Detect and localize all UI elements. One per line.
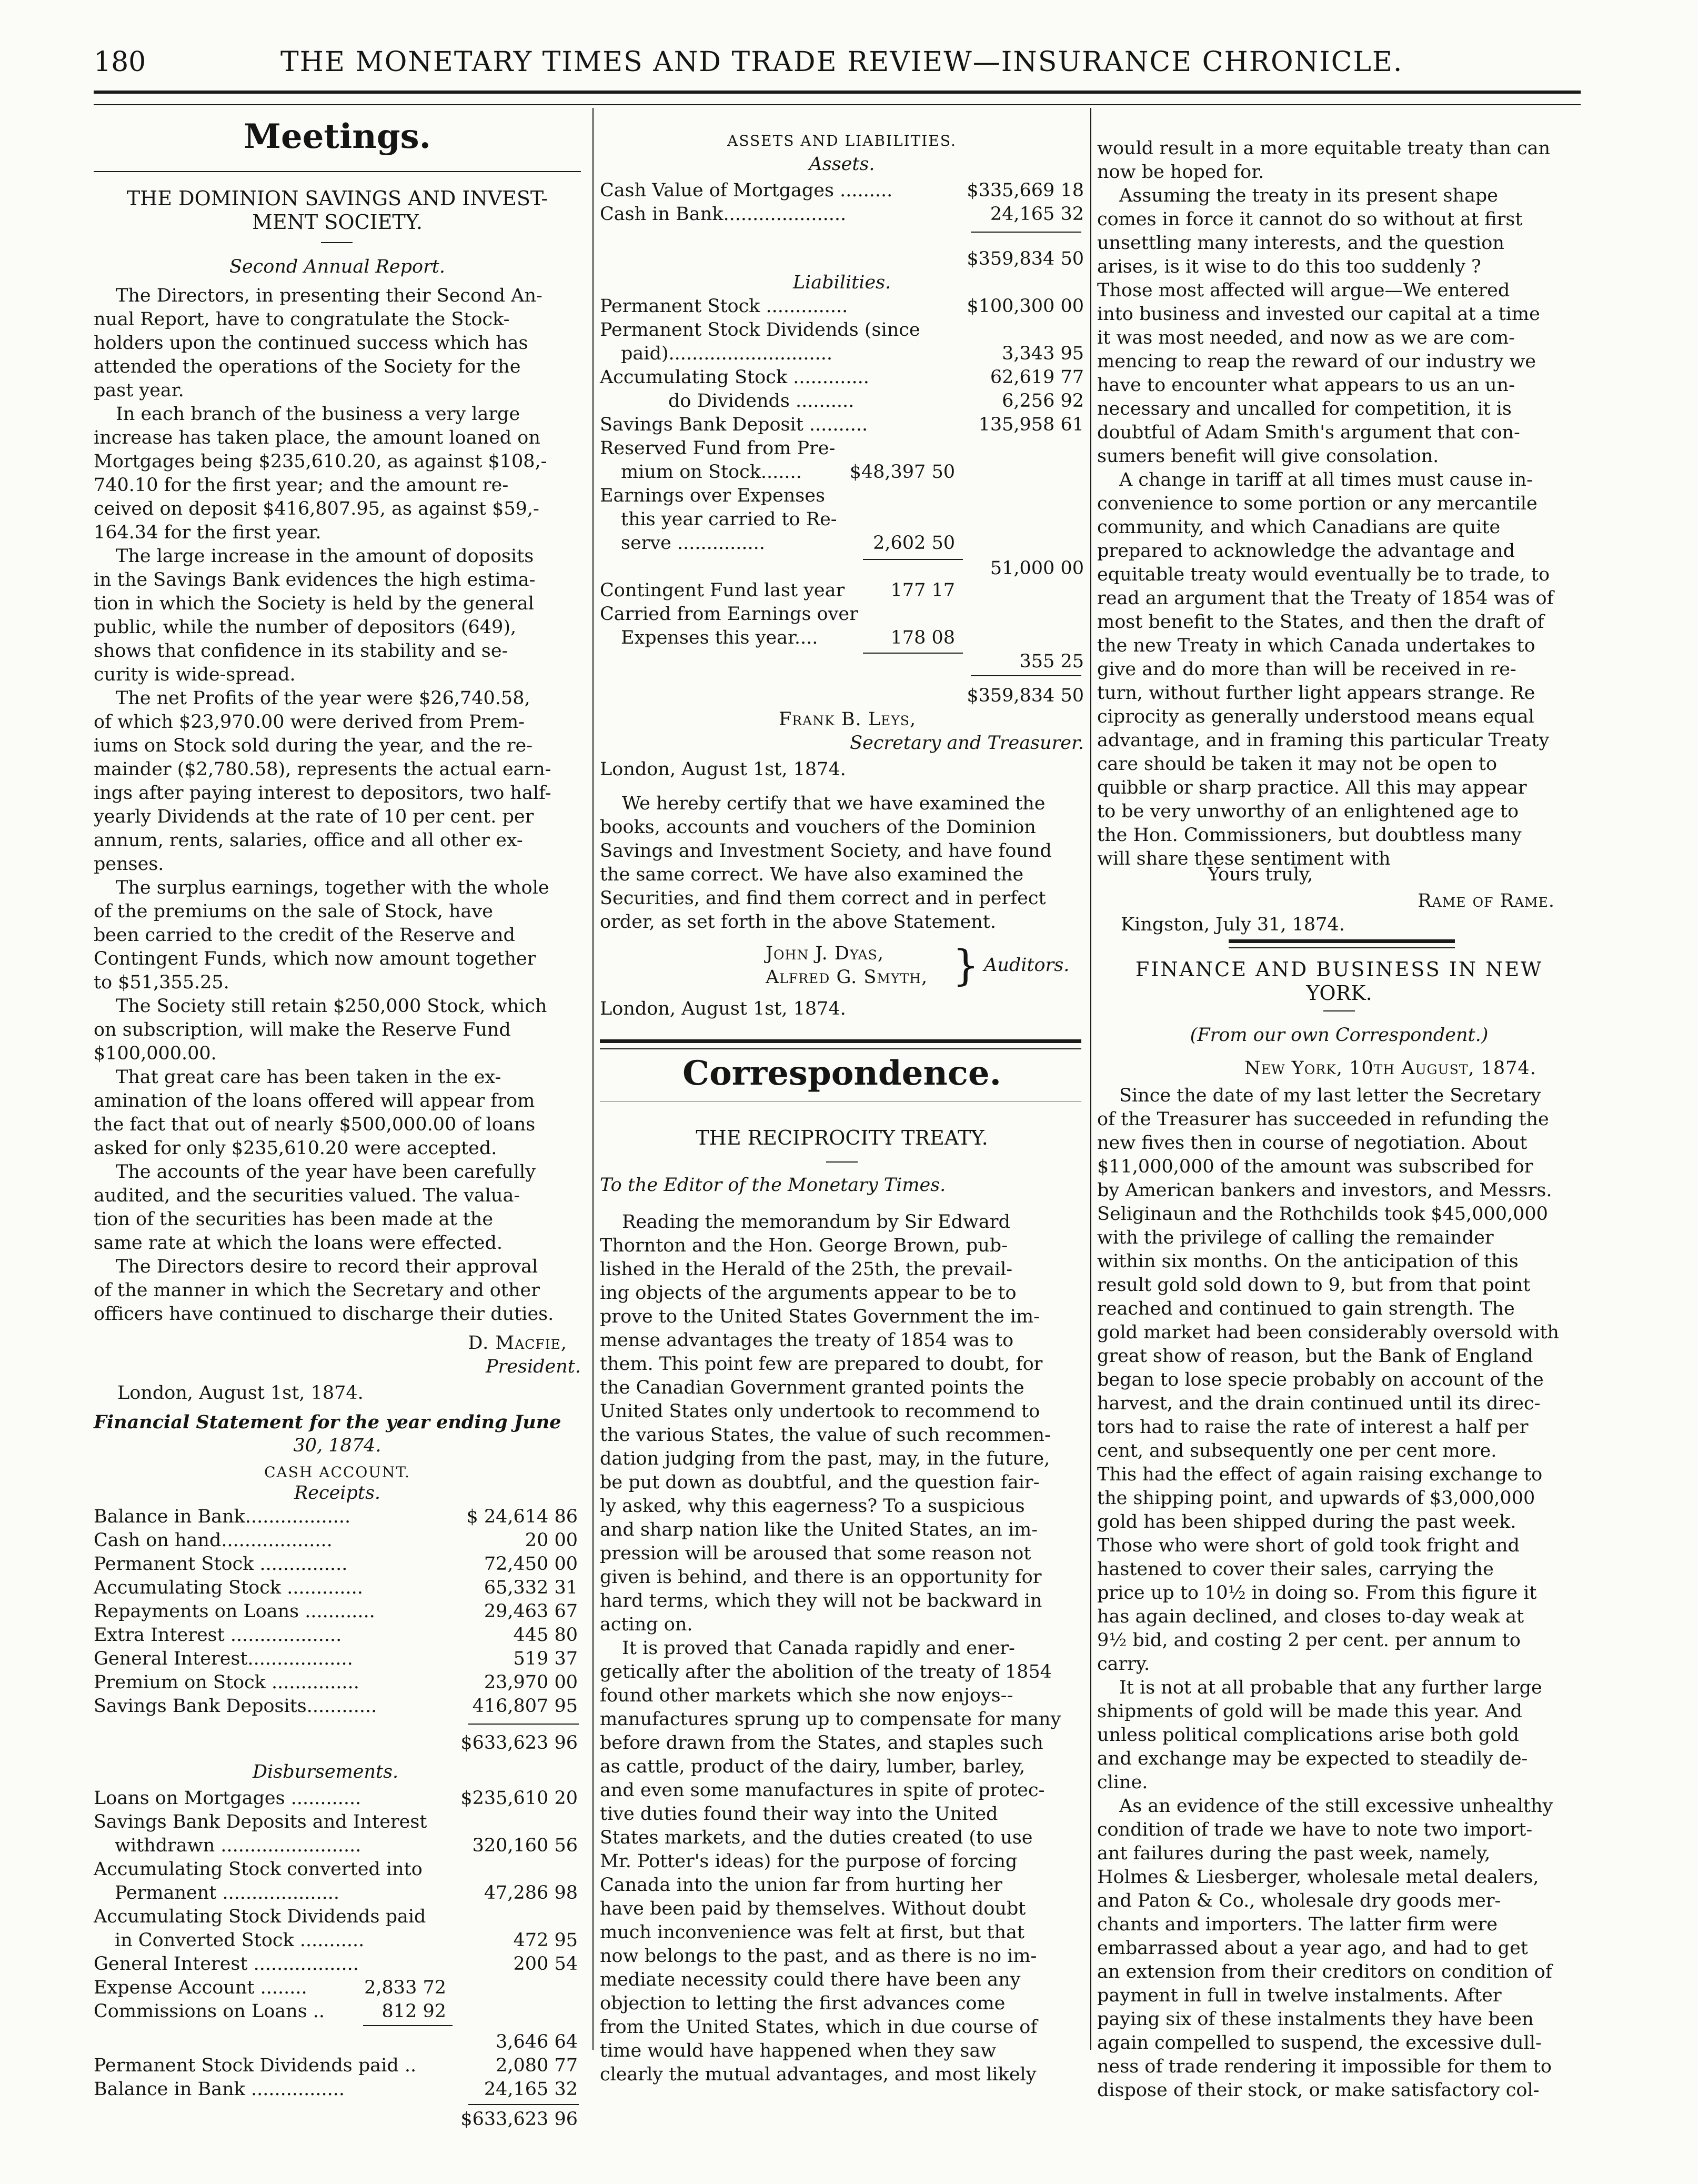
- text-line: attended the operations of the Society for the: [94, 356, 521, 377]
- text-line: of the premiums on the sale of Stock, have: [94, 901, 493, 922]
- disb-row: General Interest .................. 200 54: [94, 1953, 578, 1975]
- text-line: the Canadian Government granted points the: [600, 1377, 1024, 1398]
- column-divider-1: [592, 108, 594, 2050]
- liab-row: Accumulating Stock ............. 62,619 77: [600, 367, 1084, 388]
- ledger-row: [94, 1505, 578, 1529]
- text-line: shows that confidence in its stability and se-: [94, 640, 508, 662]
- text-line: of which $23,970.00 were derived from Prem-: [94, 712, 525, 733]
- liab-row: Carried from Earnings over: [600, 604, 858, 625]
- secretary-title: Secretary and Treasurer.: [850, 733, 1084, 754]
- liab-row: serve ............... 2,602 50: [621, 533, 955, 554]
- closing: Yours truly,: [1208, 864, 1313, 885]
- text-line: unless political complications arise both gold: [1097, 1725, 1519, 1746]
- liab-row: Permanent Stock Dividends (since: [600, 319, 920, 340]
- ledger-row: [94, 1576, 578, 1600]
- byline: (From our own Correspondent.): [1190, 1025, 1489, 1046]
- ledger-amount: 72,450 00: [484, 1554, 578, 1575]
- liabilities-total: $359,834 50: [967, 685, 1084, 706]
- disb-row: withdrawn ........................ 320,160 56: [115, 1835, 578, 1856]
- text-line: to be very unworthy of an enlightened age to: [1097, 801, 1519, 822]
- text-line: new fives then in course of negotiation. About: [1097, 1133, 1528, 1154]
- text-line: great show of reason, but the Bank of England: [1097, 1346, 1533, 1367]
- text-line: books, accounts and vouchers of the Dominion: [600, 817, 1036, 838]
- text-line: nual Report, have to congratulate the Stock-: [94, 309, 510, 330]
- text-line: and sharp nation like the United States, an im-: [600, 1519, 1038, 1540]
- text-line: We hereby certify that we have examined the: [622, 793, 1046, 814]
- text-line: payment in full in twelve instalments. After: [1097, 1985, 1502, 2006]
- text-line: The surplus earnings, together with the whole: [116, 877, 549, 898]
- liab-row: Reserved Fund from Pre-: [600, 438, 836, 459]
- text-line: dispose of their stock, or make satisfactory col-: [1097, 2080, 1540, 2101]
- text-line: the various States, the value of such recommen-: [600, 1425, 1051, 1446]
- ledger-label: General Interest..................: [94, 1648, 353, 1669]
- ledger-row: [94, 1647, 578, 1671]
- article-title: YORK.: [1306, 981, 1372, 1005]
- text-line: manufactures sprung up to compensate for many: [600, 1709, 1061, 1730]
- text-line: began to lose specie probably on account of the: [1097, 1369, 1544, 1390]
- text-line: prepared to acknowledge the advantage and: [1097, 540, 1515, 562]
- ledger-label: Premium on Stock ...............: [94, 1672, 359, 1693]
- text-line: holders upon the continued success which has: [94, 333, 528, 354]
- text-line: In each branch of the business a very large: [116, 404, 520, 425]
- text-line: mediate necessity could there have been any: [600, 1969, 1021, 1990]
- text-line: Holmes & Liesberger, wholesale metal dealers,: [1097, 1867, 1539, 1888]
- text-line: the new Treaty in which Canada undertakes to: [1097, 635, 1535, 656]
- text-line: by American bankers and investors, and Messrs.: [1097, 1180, 1552, 1201]
- text-line: $11,000,000 of the amount was subscribed for: [1097, 1156, 1533, 1177]
- liab-row: Earnings over Expenses: [600, 485, 825, 506]
- text-line: amination of the loans offered will appear from: [94, 1090, 535, 1111]
- text-line: hard terms, which they will not be backward in: [600, 1590, 1042, 1611]
- text-line: Mr. Potter's ideas) for the purpose of forcing: [600, 1851, 1018, 1872]
- ledger-amount: $335,669 18: [967, 180, 1084, 201]
- text-line: mainder ($2,780.58), represents the actual earn-: [94, 759, 551, 780]
- text-line: doubtful of Adam Smith's argument that con-: [1097, 422, 1520, 443]
- text-line: Thornton and the Hon. George Brown, pub-: [600, 1235, 1008, 1256]
- text-line: tion of the securities has been made at the: [94, 1209, 494, 1230]
- ledger-row: [94, 1600, 578, 1624]
- text-line: the Hon. Commissioners, but doubtless many: [1097, 825, 1522, 846]
- auditor-name: Alfred G. Smyth,: [766, 967, 928, 988]
- text-line: paying six of these instalments they have been: [1097, 2009, 1534, 2030]
- text-line: read an argument that the Treaty of 1854 was of: [1097, 588, 1554, 609]
- liab-row: paid)............................ 3,343 95: [621, 343, 1084, 364]
- disb-subtotal: 3,646 64: [496, 2031, 578, 2052]
- receipts-total: $633,623 96: [460, 1732, 578, 1754]
- text-line: with the privilege of calling the remainder: [1097, 1227, 1494, 1248]
- text-line: be put down as doubtful, and the question fair-: [600, 1472, 1040, 1493]
- column-divider-2: [1090, 108, 1091, 2050]
- text-line: annum, rents, salaries, office and all other ex-: [94, 830, 523, 851]
- report-subtitle: Second Annual Report.: [229, 256, 445, 277]
- header-rule-thin: [94, 104, 1581, 105]
- disb-row: Permanent .................... 47,286 98: [115, 1882, 578, 1904]
- header-rule-thick: [94, 91, 1581, 94]
- short-rule: [826, 1161, 858, 1163]
- text-line: arises, is it wise to do this too suddenly ?: [1097, 256, 1481, 277]
- dateline: New York, 10th August, 1874.: [1244, 1058, 1536, 1079]
- meetings-rule: [94, 171, 581, 172]
- text-line: mense advantages the treaty of 1854 was to: [600, 1330, 1014, 1351]
- text-line: lished in the Herald of the 25th, the prevail-: [600, 1259, 1013, 1280]
- dotted-rule: [600, 1101, 1081, 1102]
- ledger-label: Extra Interest ...................: [94, 1625, 342, 1646]
- ledger-amount: 65,332 31: [484, 1577, 578, 1598]
- dateline: London, August 1st, 1874.: [117, 1382, 364, 1404]
- article-title: THE RECIPROCITY TREATY.: [696, 1126, 988, 1149]
- text-line: gold market had been considerably oversold with: [1097, 1322, 1559, 1343]
- liabilities-heading: Liabilities.: [792, 272, 891, 293]
- text-line: reached and continued to gain strength. The: [1097, 1298, 1515, 1319]
- auditor-name: John J. Dyas,: [766, 943, 884, 964]
- text-line: price up to 10½ in doing so. From this figure it: [1097, 1582, 1537, 1604]
- text-line: unsettling many interests, and the question: [1097, 233, 1504, 254]
- text-line: in the Savings Bank evidences the high estima-: [94, 569, 536, 590]
- text-line: $100,000.00.: [94, 1043, 217, 1064]
- text-line: Reading the memorandum by Sir Edward: [622, 1211, 1010, 1233]
- text-line: Securities, and find them correct and in perfect: [600, 888, 1046, 909]
- sum-rule: [468, 1724, 579, 1725]
- text-line: penses.: [94, 854, 164, 875]
- text-line: ciprocity as generally understood means equal: [1097, 706, 1534, 727]
- sum-rule: [468, 2104, 579, 2105]
- text-line: That great care has been taken in the ex-: [116, 1067, 501, 1088]
- text-line: necessary and uncalled for competition, it is: [1097, 398, 1512, 419]
- reserve-total: 51,000 00: [990, 558, 1084, 579]
- receipts-heading: Receipts.: [294, 1482, 381, 1504]
- text-line: asked for only $235,610.20 were accepted.: [94, 1138, 497, 1159]
- short-rule: [321, 242, 353, 243]
- section-rule-thin: [600, 1048, 1081, 1049]
- text-line: give and do more than will be received in re-: [1097, 659, 1516, 680]
- ledger-row: [94, 1671, 578, 1695]
- section-rule-thick: [1229, 939, 1455, 943]
- disb-row: Expense Account ........ 2,833 72: [94, 1977, 446, 1998]
- text-line: ly asked, why this eagerness? To a suspicious: [600, 1496, 1025, 1517]
- text-line: hastened to cover their sales, carrying the: [1097, 1559, 1494, 1580]
- text-line: The accounts of the year have been carefully: [116, 1161, 536, 1183]
- disb-row: Permanent Stock Dividends paid .. 2,080 77: [94, 2055, 578, 2076]
- text-line: objection to letting the first advances come: [600, 1993, 1006, 2014]
- text-line: past year.: [94, 380, 184, 401]
- text-line: have been paid by themselves. Without doubt: [600, 1898, 1026, 1919]
- signer-name: Rame of Rame.: [1418, 890, 1555, 911]
- text-line: and Paton & Co., wholesale dry goods mer-: [1097, 1890, 1501, 1911]
- text-line: As an evidence of the still excessive unhealthy: [1119, 1796, 1553, 1817]
- statement-title: Financial Statement for the year ending June: [94, 1411, 561, 1433]
- text-line: the same correct. We have also examined the: [600, 864, 1024, 885]
- ledger-label: Accumulating Stock .............: [94, 1577, 363, 1598]
- liab-row: Permanent Stock .............. $100,300 00: [600, 296, 1084, 317]
- section-rule-thin: [1229, 947, 1455, 948]
- text-line: embarrassed about a year ago, and had to get: [1097, 1938, 1528, 1959]
- ledger-label: Permanent Stock ...............: [94, 1554, 348, 1575]
- disb-total: $633,623 96: [460, 2109, 578, 2130]
- disbursements-heading: Disbursements.: [253, 1761, 399, 1782]
- text-line: tion in which the Society is held by the general: [94, 593, 534, 614]
- text-line: officers have continued to discharge their duties.: [94, 1304, 554, 1325]
- text-line: tors had to raise the rate of interest a half per: [1097, 1417, 1529, 1438]
- text-line: States markets, and the duties created (to use: [600, 1827, 1033, 1848]
- ledger-label: Savings Bank Deposits............: [94, 1696, 377, 1717]
- text-line: has again declined, and closes to-day weak at: [1097, 1606, 1524, 1627]
- text-line: The large increase in the amount of doposits: [116, 546, 534, 567]
- signer-title: President.: [486, 1356, 581, 1377]
- running-title: THE MONETARY TIMES AND TRADE REVIEW—INSURANCE CHRONICLE.: [280, 46, 1403, 78]
- text-line: ant failures during the past week, namely,: [1097, 1843, 1491, 1864]
- liab-row: Expenses this year.... 178 08: [621, 627, 955, 648]
- text-line: ceived on deposit $416,807.95, as against $59,-: [94, 498, 539, 519]
- section-title-meetings: Meetings.: [244, 117, 431, 156]
- text-line: clearly the mutual advantages, and most likely: [600, 2064, 1037, 2085]
- text-line: ing objects of the arguments appear to be to: [600, 1283, 1017, 1304]
- statement-title: 30, 1874.: [293, 1435, 381, 1456]
- text-line: The Society still retain $250,000 Stock, which: [116, 996, 547, 1017]
- text-line: public, while the number of depositors (649),: [94, 617, 517, 638]
- text-line: quibble or sharp practice. All this may appear: [1097, 777, 1527, 798]
- text-line: getically after the abolition of the treaty of 1854: [600, 1661, 1052, 1682]
- text-line: 164.34 for the first year.: [94, 522, 321, 543]
- secretary-name: Frank B. Leys,: [779, 709, 917, 730]
- text-line: convenience to some portion or any mercantile: [1097, 493, 1538, 514]
- text-line: been carried to the credit of the Reserve and: [94, 925, 515, 946]
- salutation: To the Editor of the Monetary Times.: [600, 1175, 946, 1196]
- ledger-label: Balance in Bank..................: [94, 1506, 351, 1527]
- liab-row: mium on Stock....... $48,397 50: [621, 462, 955, 483]
- ledger-row: [94, 1695, 578, 1718]
- text-line: equitable treaty would eventually be to trade, to: [1097, 564, 1550, 585]
- text-line: within six months. On the anticipation of this: [1097, 1251, 1519, 1272]
- article-title: MENT SOCIETY.: [252, 211, 423, 234]
- text-line: The Directors, in presenting their Second An-: [116, 285, 542, 306]
- text-line: yearly Dividends at the rate of 10 per cent. per: [94, 806, 534, 827]
- text-line: same rate at which the loans were effected.: [94, 1233, 503, 1254]
- disb-row: Accumulating Stock Dividends paid: [94, 1906, 426, 1927]
- text-line: comes in force it cannot do so without at first: [1097, 209, 1523, 230]
- sum-rule: [363, 2025, 453, 2026]
- ledger-amount: 416,807 95: [472, 1696, 578, 1717]
- text-line: prove to the United States Government the im-: [600, 1306, 1040, 1327]
- text-line: carry.: [1097, 1654, 1150, 1675]
- ledger-row: [94, 1552, 578, 1576]
- text-line: Seliginaun and the Rothchilds took $45,000,000: [1097, 1204, 1548, 1225]
- sum-rule: [971, 675, 1081, 676]
- page-number: 180: [94, 46, 146, 78]
- ledger-amount: 519 37: [513, 1648, 578, 1669]
- text-line: order, as set forth in the above Statement.: [600, 911, 996, 933]
- text-line: Savings and Investment Society, and have found: [600, 840, 1052, 861]
- text-line: pression will be aroused that some reason not: [600, 1543, 1031, 1564]
- text-line: and even some manufactures in spite of protec-: [600, 1780, 1045, 1801]
- text-line: Canada into the union far from hurting her: [600, 1875, 1002, 1896]
- dateline: London, August 1st, 1874.: [600, 759, 846, 780]
- text-line: mencing to reap the reward of our industry we: [1097, 351, 1536, 372]
- text-line: care should be taken it may not be open to: [1097, 754, 1498, 775]
- text-line: turn, without further light appears strange. Re: [1097, 683, 1535, 704]
- text-line: from the United States, which in due course of: [600, 2017, 1038, 2038]
- text-line: before drawn from the States, and staples such: [600, 1732, 1043, 1754]
- text-line: would result in a more equitable treaty than can: [1097, 138, 1551, 159]
- text-line: as cattle, product of the dairy, lumber, barley,: [600, 1756, 1026, 1777]
- text-line: much inconvenience was felt at first, but that: [600, 1922, 1024, 1943]
- text-line: now belongs to the past, and as there is no im-: [600, 1946, 1037, 1967]
- assets-liabilities-heading: ASSETS AND LIABILITIES.: [727, 132, 957, 149]
- text-line: shipments of gold will be made this year. And: [1097, 1701, 1522, 1722]
- auditors-label: Auditors.: [984, 955, 1070, 976]
- text-line: Mortgages being $235,610.20, as against $108,-: [94, 451, 547, 472]
- text-line: community, and which Canadians are quite: [1097, 517, 1501, 538]
- text-line: United States only undertook to recommend to: [600, 1401, 1040, 1422]
- assets-total: $359,834 50: [967, 248, 1084, 269]
- text-line: Assuming the treaty in its present shape: [1119, 185, 1498, 206]
- text-line: increase has taken place, the amount loaned on: [94, 427, 540, 448]
- text-line: Those most affected will argue—We entered: [1097, 280, 1510, 301]
- text-line: on subscription, will make the Reserve Fund: [94, 1019, 511, 1040]
- text-line: It is proved that Canada rapidly and ener-: [622, 1638, 1015, 1659]
- ledger-row: [600, 179, 1084, 203]
- article-title: FINANCE AND BUSINESS IN NEW: [1135, 958, 1543, 981]
- text-line: given is behind, and there is an opportunity for: [600, 1567, 1042, 1588]
- section-title-correspondence: Correspondence.: [682, 1054, 1001, 1093]
- cash-account-heading: CASH ACCOUNT.: [264, 1464, 410, 1481]
- text-line: it was most needed, and now as we are com-: [1097, 327, 1515, 348]
- text-line: time would have happened when they saw: [600, 2040, 997, 2061]
- text-line: iums on Stock sold during the year, and the re-: [94, 735, 533, 756]
- ledger-amount: $ 24,614 86: [466, 1506, 578, 1527]
- signer-name: D. Macfie,: [468, 1333, 567, 1354]
- text-line: again compelled to suspend, the excessive dull-: [1097, 2032, 1542, 2053]
- ledger-amount: 445 80: [513, 1625, 578, 1646]
- liab-row: Savings Bank Deposit .......... 135,958 61: [600, 414, 1084, 435]
- disb-row: in Converted Stock ........... 472 95: [115, 1930, 578, 1951]
- text-line: gold has been shipped during the past week.: [1097, 1511, 1516, 1532]
- text-line: sumers benefit will give consolation.: [1097, 446, 1439, 467]
- text-line: the fact that out of nearly $500,000.00 of loans: [94, 1114, 536, 1135]
- text-line: the shipping point, and upwards of $3,000,000: [1097, 1488, 1535, 1509]
- article-title: THE DOMINION SAVINGS AND INVEST-: [126, 187, 548, 210]
- ledger-row: [94, 1529, 578, 1552]
- assets-heading: Assets.: [809, 154, 875, 175]
- short-rule: [1323, 1010, 1355, 1011]
- text-line: tive duties found their way into the United: [600, 1804, 998, 1825]
- ledger-label: Cash in Bank.....................: [600, 204, 847, 225]
- text-line: It is not at all probable that any further large: [1119, 1677, 1542, 1698]
- text-line: to $51,355.25.: [94, 972, 229, 993]
- text-line: curity is wide-spread.: [94, 664, 296, 685]
- section-rule-thick: [600, 1039, 1081, 1043]
- text-line: 740.10 for the first year; and the amount re-: [94, 475, 509, 496]
- text-line: Contingent Funds, which now amount together: [94, 948, 536, 969]
- text-line: Since the date of my last letter the Secretary: [1119, 1085, 1541, 1106]
- text-line: ings after paying interest to depositors, two half-: [94, 783, 551, 804]
- text-line: have to encounter what appears to us an un-: [1097, 375, 1515, 396]
- text-line: 9½ bid, and costing 2 per cent. per annum to: [1097, 1630, 1521, 1651]
- ledger-row: [94, 1624, 578, 1647]
- text-line: Those who were short of gold took fright and: [1097, 1535, 1520, 1556]
- text-line: most benefit to the States, and then the draft of: [1097, 612, 1544, 633]
- text-line: will share these sentiment with: [1097, 848, 1391, 869]
- text-line: ness of trade rendering it impossible for them to: [1097, 2056, 1552, 2077]
- text-line: cent, and subsequently one per cent more.: [1097, 1440, 1497, 1461]
- disb-row: Balance in Bank ................ 24,165 32: [94, 2079, 578, 2100]
- text-line: and exchange may be expected to steadily de-: [1097, 1748, 1528, 1769]
- text-line: advantage, and in framing this particular Treaty: [1097, 730, 1550, 751]
- text-line: This had the effect of again raising exchange to: [1097, 1464, 1543, 1485]
- dateline: London, August 1st, 1874.: [600, 998, 846, 1019]
- dateline: Kingston, July 31, 1874.: [1121, 914, 1345, 935]
- liab-row: do Dividends .......... 6,256 92: [668, 390, 1084, 412]
- text-line: chants and importers. The latter firm were: [1097, 1914, 1498, 1935]
- liab-row: Contingent Fund last year 177 17: [600, 580, 955, 601]
- text-line: condition of trade we have to note two import-: [1097, 1819, 1533, 1840]
- brace-icon: }: [952, 941, 979, 990]
- text-line: found other markets which she now enjoys--: [600, 1685, 1013, 1706]
- text-line: now be hoped for.: [1097, 162, 1264, 183]
- ledger-amount: 29,463 67: [484, 1601, 578, 1622]
- text-line: The net Profits of the year were $26,740.58,: [116, 688, 530, 709]
- sum-rule: [971, 232, 1081, 233]
- text-line: of the Treasurer has succeeded in refunding the: [1097, 1109, 1549, 1130]
- ledger-row: [600, 203, 1084, 226]
- contingent-total: 355 25: [1019, 651, 1084, 672]
- disb-row: Commissions on Loans .. 812 92: [94, 2001, 446, 2022]
- text-line: harvest, and the drain continued until its direc-: [1097, 1393, 1541, 1414]
- ledger-label: Repayments on Loans ............: [94, 1601, 375, 1622]
- liab-row: this year carried to Re-: [621, 509, 837, 530]
- ledger-amount: 24,165 32: [990, 204, 1084, 225]
- disb-row: Loans on Mortgages ............ $235,610 20: [94, 1788, 578, 1809]
- text-line: acting on.: [600, 1614, 693, 1635]
- ledger-amount: 20 00: [525, 1530, 578, 1551]
- ledger-label: Cash on hand...................: [94, 1530, 333, 1551]
- text-line: The Directors desire to record their approval: [116, 1256, 538, 1277]
- text-line: audited, and the securities valued. The valua-: [94, 1185, 520, 1206]
- text-line: them. This point few are prepared to doubt, for: [600, 1354, 1043, 1375]
- ledger-label: Cash Value of Mortgages .........: [600, 180, 893, 201]
- disb-row: Savings Bank Deposits and Interest: [94, 1811, 427, 1832]
- text-line: cline.: [1097, 1772, 1148, 1793]
- disb-row: Accumulating Stock converted into: [94, 1859, 423, 1880]
- text-line: A change in tariff at all times must cause in-: [1119, 469, 1533, 490]
- text-line: into business and invested our capital at a time: [1097, 304, 1540, 325]
- text-line: result gold sold down to 9, but from that point: [1097, 1275, 1531, 1296]
- text-line: an extension from their creditors on condition of: [1097, 1961, 1552, 1982]
- ledger-amount: 23,970 00: [484, 1672, 578, 1693]
- text-line: of the manner in which the Secretary and other: [94, 1280, 540, 1301]
- text-line: dation judging from the past, may, in the future,: [600, 1448, 1050, 1469]
